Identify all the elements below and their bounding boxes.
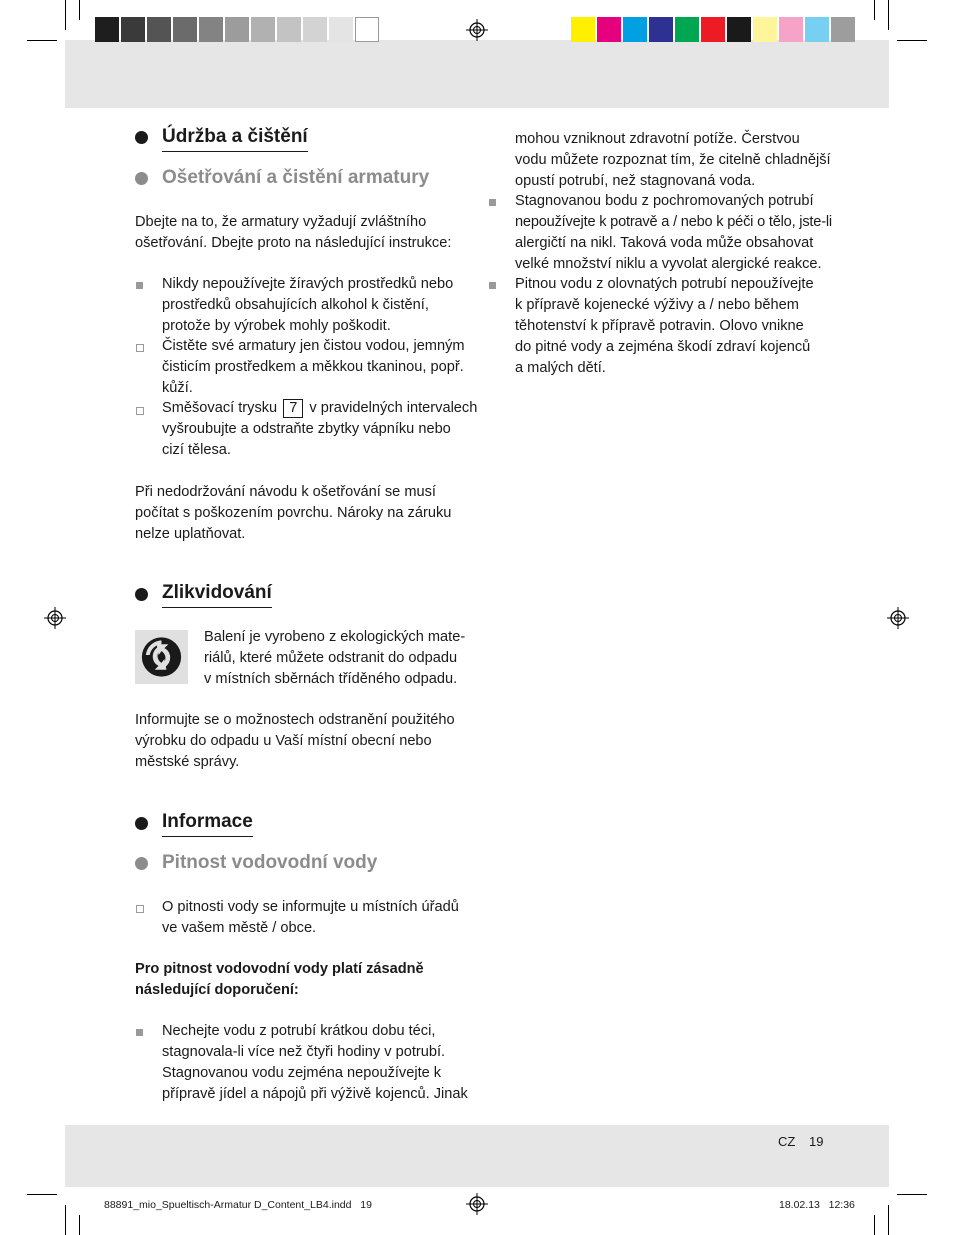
list-item-line: cizí tělesa. <box>162 442 231 458</box>
color-swatch <box>571 17 595 42</box>
list-item-line: alergičtí na nikl. Taková voda může obsahovat <box>515 235 814 251</box>
color-swatch <box>225 17 249 42</box>
list-item-text: Směšovací trysku <box>162 400 278 416</box>
color-swatch <box>251 17 275 42</box>
page-label <box>778 1134 823 1150</box>
color-swatch <box>623 17 647 42</box>
color-swatch <box>597 17 621 42</box>
list-item-line: Stagnovanou bodu z pochromovaných potrubí <box>515 193 814 209</box>
list-item-line: čisticím prostředkem a měkkou tkaninou, popř. <box>162 359 464 375</box>
file-date: 18.02.13 12:36 <box>779 1199 855 1211</box>
warning-line: nelze uplatňovat. <box>135 526 246 542</box>
disposal-info-line: Informujte se o možnostech odstranění použitého <box>135 712 455 728</box>
recycling-green-dot-icon <box>135 630 188 684</box>
warning-line: počítat s poškozením povrchu. Nároky na záruku <box>135 505 452 521</box>
section-title-maintenance: Údržba a čištění <box>162 125 308 152</box>
list-item-text: v pravidelných intervalech <box>309 400 478 416</box>
list-item-line: vyšroubujte a odstraňte zbytky vápníku nebo <box>162 421 451 437</box>
section-title-disposal: Zlikvidování <box>162 581 272 608</box>
disposal-info-line: výrobku do odpadu u Vaší místní obecní nebo <box>135 733 432 749</box>
heading-bullet-icon <box>135 131 148 144</box>
registration-mark-icon <box>44 607 66 629</box>
list-item-line: těhotenství k přípravě potravin. Olovo vnikne <box>515 318 804 334</box>
list-bullet-icon <box>489 199 496 206</box>
footer-band <box>65 1125 889 1187</box>
color-swatch <box>779 17 803 42</box>
heading-bullet-icon <box>135 588 148 601</box>
registration-mark-icon <box>466 1193 488 1215</box>
subsection-title-drinking-water: Pitnost vodovodní vody <box>162 852 378 873</box>
list-bullet-icon <box>489 282 496 289</box>
color-swatch <box>649 17 673 42</box>
color-swatch <box>675 17 699 42</box>
list-bullet-icon <box>136 282 143 289</box>
list-item-line: stagnovala-li více než čtyři hodiny v potrubí. <box>162 1044 446 1060</box>
list-item-line: Stagnovanou vodu zejména nepoužívejte k <box>162 1065 442 1081</box>
color-swatch <box>355 17 379 42</box>
subheading-bullet-icon <box>135 172 148 185</box>
warning-line: Při nedodržování návodu k ošetřování se musí <box>135 484 436 500</box>
list-item-line: nepoužívejte k potravě a / nebo k péči o tělo, jste-li <box>515 214 832 230</box>
section-title-info: Informace <box>162 810 253 837</box>
list-item-line: Čistěte své armatury jen čistou vodou, jemným <box>162 338 465 354</box>
file-slug: 88891_mio_Spueltisch-Armatur D_Content_LB4.indd 19 <box>104 1199 372 1211</box>
header-band <box>65 40 889 108</box>
bold-recommendation-line: Pro pitnost vodovodní vody platí zásadně <box>135 961 424 977</box>
color-swatch <box>277 17 301 42</box>
page-number: 19 <box>808 1134 824 1149</box>
color-swatch <box>329 17 353 42</box>
color-swatch <box>753 17 777 42</box>
subsection-title-care: Ošetřování a čistění armatury <box>162 167 430 188</box>
list-item-line: a malých dětí. <box>515 360 606 376</box>
registration-mark-icon <box>887 607 909 629</box>
list-item-line: ve vašem městě / obce. <box>162 920 317 936</box>
color-swatch <box>121 17 145 42</box>
list-item-line: kůží. <box>162 380 193 396</box>
list-item-line: k přípravě kojenecké výživy a / nebo během <box>515 297 799 313</box>
list-bullet-icon <box>136 407 144 415</box>
intro-line: ošetřování. Dbejte proto na následující instrukce: <box>135 235 452 251</box>
color-swatch <box>701 17 725 42</box>
bold-recommendation-line: následující doporučení: <box>135 982 299 998</box>
color-swatch <box>805 17 829 42</box>
list-item-line: protože by výrobek mohly poškodit. <box>162 318 391 334</box>
color-swatch <box>831 17 855 42</box>
recycle-text-line: v místních sběrnách tříděného odpadu. <box>204 671 458 687</box>
color-swatch <box>303 17 327 42</box>
list-item-line: prostředků obsahujících alkohol k čistění, <box>162 297 429 313</box>
recycle-text-line: riálů, které můžete odstranit do odpadu <box>204 650 458 666</box>
color-swatch <box>199 17 223 42</box>
list-item-line: Nikdy nepoužívejte žíravých prostředků nebo <box>162 276 454 292</box>
registration-mark-icon <box>466 19 488 41</box>
list-bullet-icon <box>136 1029 143 1036</box>
continuation-line: opustí potrubí, než stagnovaná voda. <box>515 173 756 189</box>
list-item-line: přípravě jídel a nápojů při výživě kojenců. Jinak <box>162 1086 468 1102</box>
recycle-text-line: Balení je vyrobeno z ekologických mate- <box>204 629 466 645</box>
color-swatch <box>173 17 197 42</box>
color-swatch <box>147 17 171 42</box>
color-swatch <box>727 17 751 42</box>
continuation-line: vodu můžete rozpoznat tím, že citelně chladnější <box>515 152 831 168</box>
continuation-line: mohou vzniknout zdravotní potíže. Čerstvou <box>515 131 800 147</box>
list-item-line: O pitnosti vody se informujte u místních úřadů <box>162 899 459 915</box>
intro-line: Dbejte na to, že armatury vyžadují zvláštního <box>135 214 427 230</box>
list-bullet-icon <box>136 905 144 913</box>
list-item-line: Nechejte vodu z potrubí krátkou dobu téci, <box>162 1023 436 1039</box>
list-item-line <box>162 398 477 419</box>
list-item-line: do pitné vody a zejména škodí zdraví kojenců <box>515 339 811 355</box>
list-bullet-icon <box>136 344 144 352</box>
disposal-info-line: městské správy. <box>135 754 240 770</box>
subheading-bullet-icon <box>135 857 148 870</box>
color-swatch <box>95 17 119 42</box>
list-item-line: velké množství niklu a vyvolat alergické reakce. <box>515 256 822 272</box>
part-reference-number: 7 <box>283 399 303 418</box>
language-code: CZ <box>778 1134 796 1149</box>
heading-bullet-icon <box>135 817 148 830</box>
list-item-line: Pitnou vodu z olovnatých potrubí nepoužívejte <box>515 276 814 292</box>
